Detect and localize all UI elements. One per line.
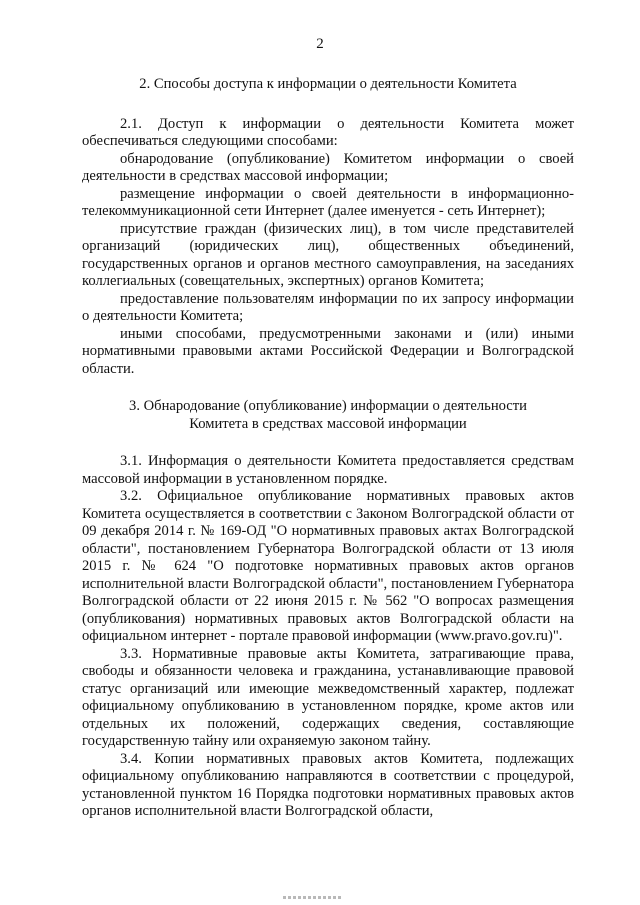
- paragraph-3-1: 3.1. Информация о деятельности Комитета предоставляется средствам массовой информации в установленном порядке.: [82, 453, 574, 487]
- section-3-heading-line-1: 3. Обнародование (опубликование) информации о деятельности: [129, 398, 527, 414]
- paragraph-2-1: 2.1. Доступ к информации о деятельности Комитета может обеспечиваться следующими способами:: [82, 115, 574, 149]
- section-2-heading: 2. Способы доступа к информации о деятельности Комитета: [139, 76, 517, 92]
- page-number: 2: [316, 36, 324, 52]
- paragraph-publication-media: обнародование (опубликование) Комитетом информации о своей деятельности в средствах массовой информации;: [82, 150, 574, 184]
- paragraph-request: предоставление пользователям информации по их запросу информации о деятельности Комитета;: [82, 290, 574, 324]
- paragraph-3-4: 3.4. Копии нормативных правовых актов Комитета, подлежащих официальному опубликованию направляются в соответствии с процедурой, установленной пунктом 16 Порядка подготовки нормативных правовых актов органов исполнительной власти Волгоградской области,: [82, 750, 574, 819]
- paragraph-3-2: 3.2. Официальное опубликование нормативных правовых актов Комитета осуществляется в соответствии с Законом Волгоградской области от 09 декабря 2014 г. № 169-ОД "О нормативных правовых актах Волгоградской области", постановлением Губернатора Волгоградской области от 13 июля 2015 г. № 624 "О подготовке нормативных правовых актов органов исполнительной власти Волгоградской области", постановлением Губернатора Волгоградской области от 22 июня 2015 г. № 562 "О вопросах размещения (опубликования) нормативных правовых актов Волгоградской области на официальном интернет - портале правовой информации (www.pravo.gov.ru)".: [82, 488, 574, 644]
- section-3-heading-line-2: Комитета в средствах массовой информации: [189, 415, 467, 432]
- document-body: [82, 76, 574, 821]
- paragraph-presence: присутствие граждан (физических лиц), в том числе представителей организаций (юридических лиц), общественных объединений, государственных органов и органов местного самоуправления, на заседаниях коллегиальных (совещательных, экспертных) органов Комитета;: [82, 220, 574, 289]
- paragraph-other-ways: иными способами, предусмотренными законами и (или) иными нормативными правовыми актами Российской Федерации и Волгоградской области.: [82, 325, 574, 377]
- paragraph-3-3: 3.3. Нормативные правовые акты Комитета, затрагивающие права, свободы и обязанности человека и гражданина, устанавливающие правовой статус организаций или имеющие межведомственный характер, подлежат официальному опубликованию в установленном порядке, кроме актов или отдельных их положений, содержащих сведения, составляющие государственную тайну или охраняемую законом тайну.: [82, 645, 574, 749]
- paragraph-internet: размещение информации о своей деятельности в информационно-телекоммуникационной сети Интернет (далее именуется - сеть Интернет);: [82, 185, 574, 219]
- scan-footer-mark: [283, 896, 341, 899]
